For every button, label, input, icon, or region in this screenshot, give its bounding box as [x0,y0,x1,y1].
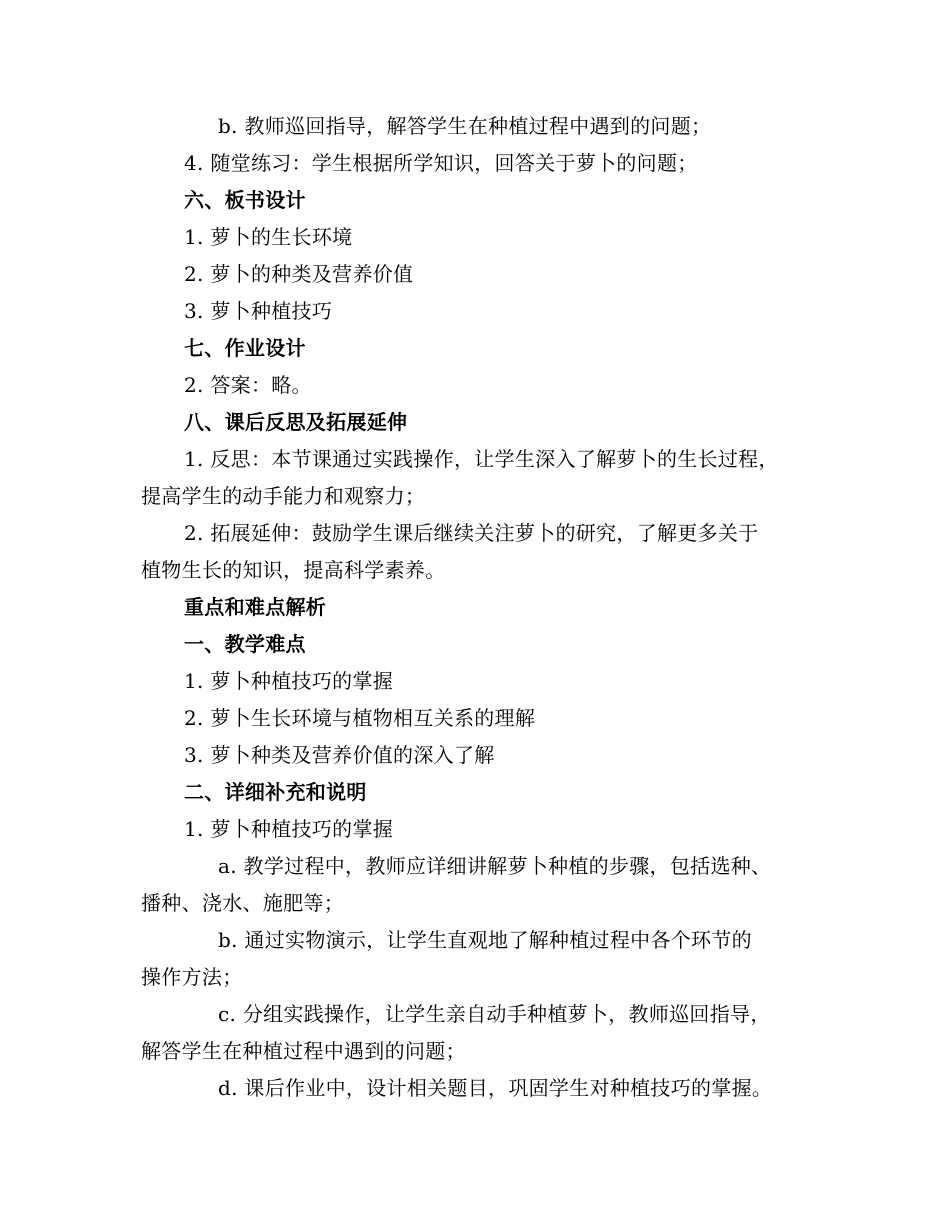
paragraph-extension-line-1: 2. 拓展延伸：鼓励学生课后继续关注萝卜的研究，了解更多关于 [184,521,759,545]
list-item-1-environment: 1. 萝卜的生长环境 [184,225,353,249]
paragraph-extension-line-2: 植物生长的知识，提高科学素养。 [141,558,446,582]
list-item-3-nutrition: 3. 萝卜种类及营养价值的深入了解 [184,743,495,767]
sub-item-c-line-1: c. 分组实践操作，让学生亲自动手种植萝卜，教师巡回指导， [218,1002,771,1026]
list-item-3-techniques: 3. 萝卜种植技巧 [184,299,333,323]
list-item-2-relationship: 2. 萝卜生长环境与植物相互关系的理解 [184,706,536,730]
sub-item-b-line-2: 操作方法； [141,965,243,989]
list-item-2-answer: 2. 答案：略。 [184,373,312,397]
section-heading-key-points: 重点和难点解析 [184,595,327,619]
section-heading-reflection: 八、课后反思及拓展延伸 [184,410,408,434]
section-heading-details: 二、详细补充和说明 [184,780,367,804]
list-item-1-skill-mastery-detail: 1. 萝卜种植技巧的掌握 [184,817,394,841]
sub-item-a-line-1: a. 教学过程中，教师应详细讲解萝卜种植的步骤，包括选种、 [218,854,772,878]
section-heading-homework: 七、作业设计 [184,336,306,360]
sub-item-d-line-1: d. 课后作业中，设计相关题目，巩固学生对种植技巧的掌握。 [218,1076,773,1100]
list-item-4-practice: 4. 随堂练习：学生根据所学知识，回答关于萝卜的问题； [184,151,698,175]
list-item-1-skill-mastery: 1. 萝卜种植技巧的掌握 [184,669,394,693]
list-item-2-types: 2. 萝卜的种类及营养价值 [184,262,414,286]
sub-item-b-line-1: b. 通过实物演示，让学生直观地了解种植过程中各个环节的 [218,928,752,952]
sub-item-c-line-2: 解答学生在种植过程中遇到的问题； [141,1039,466,1063]
document-body [141,108,811,1107]
paragraph-reflection-line-2: 提高学生的动手能力和观察力； [141,484,426,508]
sub-item-a-line-2: 播种、浇水、施肥等； [141,891,344,915]
sub-item-b-guidance: b. 教师巡回指导，解答学生在种植过程中遇到的问题； [218,114,712,138]
paragraph-reflection-line-1: 1. 反思：本节课通过实践操作，让学生深入了解萝卜的生长过程， [184,447,779,471]
section-heading-board-design: 六、板书设计 [184,188,306,212]
section-heading-difficulties: 一、教学难点 [184,632,306,656]
